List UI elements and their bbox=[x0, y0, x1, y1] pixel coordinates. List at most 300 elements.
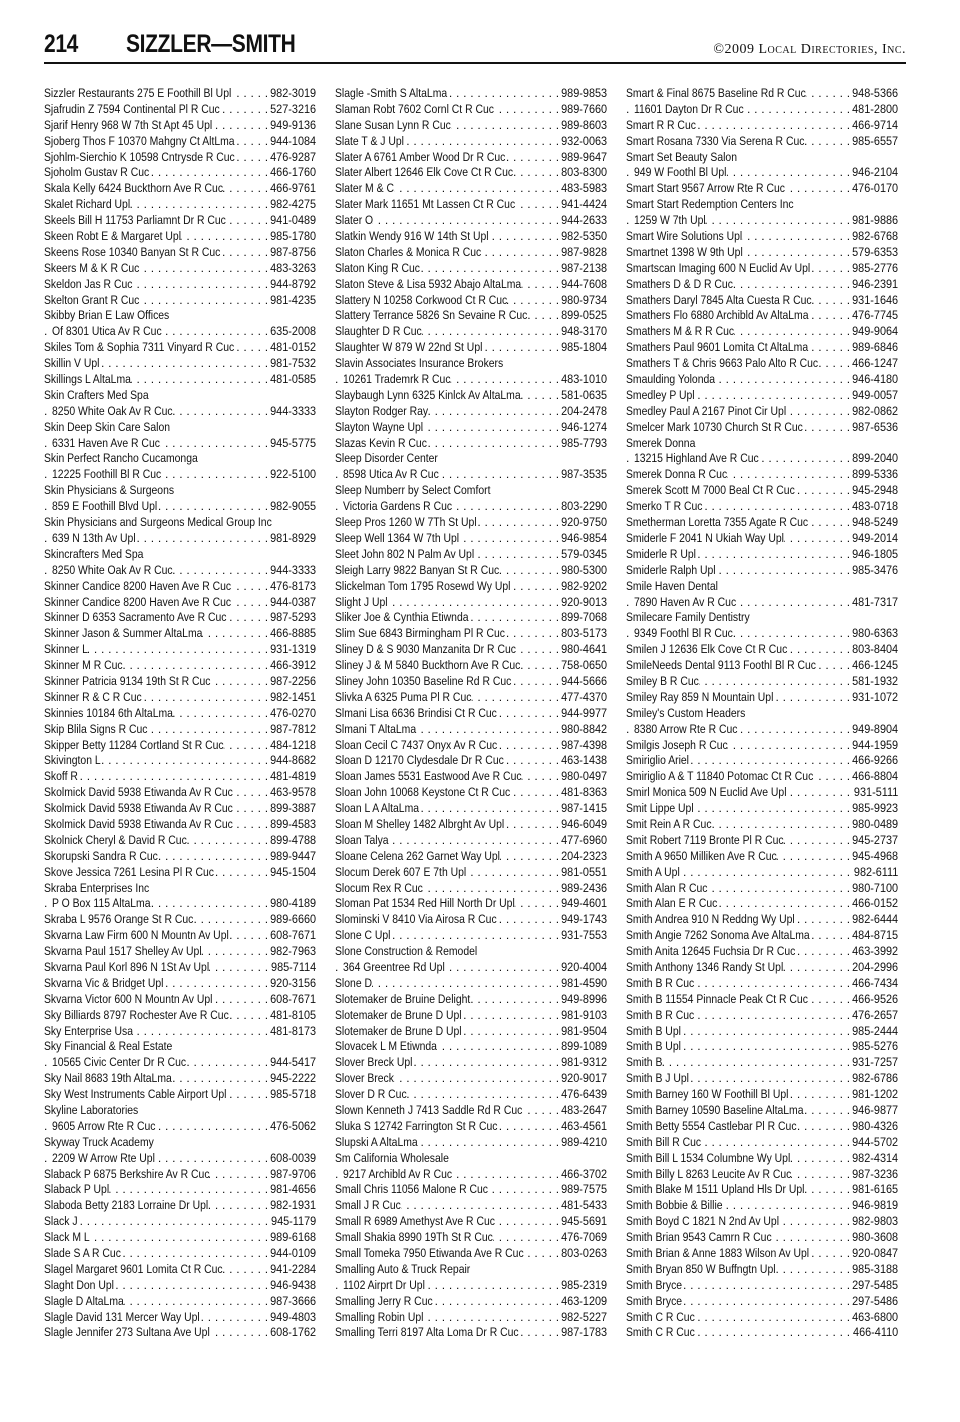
listing-name: Sky West Instruments Cable Airport Upl bbox=[44, 1087, 227, 1102]
listing-name: Skin Physicians & Surgeons bbox=[44, 483, 175, 498]
listing-entry bbox=[335, 340, 607, 356]
listing-entry bbox=[626, 865, 898, 881]
listing-phone: 481-7317 bbox=[849, 595, 898, 611]
listing-name: Slaton Charles & Monica R Cuc bbox=[335, 244, 482, 259]
listing-phone: 982-1931 bbox=[267, 1198, 316, 1214]
listing-heading bbox=[44, 451, 316, 467]
listing-entry bbox=[335, 1119, 607, 1135]
listing-name: Smiriglio A & T 11840 Potomac Ct R Cuc bbox=[626, 769, 814, 784]
listing-phone: 989-7575 bbox=[558, 1182, 607, 1198]
listing-entry bbox=[626, 547, 898, 563]
listing-name: Smith Brian 9543 Camrn R Cuc bbox=[626, 1230, 772, 1245]
listing-phone: 987-3236 bbox=[849, 1167, 898, 1183]
listing-entry bbox=[335, 515, 607, 531]
listing-name: Sky Enterprise Usa bbox=[44, 1023, 134, 1038]
listing-entry bbox=[44, 102, 316, 118]
listing-entry bbox=[626, 912, 898, 928]
listing-entry bbox=[626, 769, 898, 785]
listing-phone: 579-6353 bbox=[849, 245, 898, 261]
listing-phone: 987-2138 bbox=[558, 261, 607, 277]
listing-heading bbox=[44, 1103, 316, 1119]
listing-name: Slate T & J Upl bbox=[335, 133, 404, 148]
listing-name: Sliney John 10350 Baseline Rd R Cuc bbox=[335, 673, 512, 688]
listing-name: Slone Construction & Remodel bbox=[335, 944, 478, 959]
listing-entry bbox=[335, 928, 607, 944]
listing-phone: 985-6557 bbox=[849, 134, 898, 150]
listing-name: Smith C R Cuc bbox=[626, 1309, 695, 1324]
listing-entry bbox=[335, 1230, 607, 1246]
listing-heading bbox=[44, 547, 316, 563]
listing-phone: 985-2444 bbox=[849, 1024, 898, 1040]
listing-name: Smiriglio Ariel bbox=[626, 753, 690, 768]
listing-phone: 989-4210 bbox=[558, 1135, 607, 1151]
listing-entry bbox=[44, 261, 316, 277]
listing-entry bbox=[44, 769, 316, 785]
listing-column-3 bbox=[626, 86, 898, 1341]
listing-name: Sleet John 802 N Palm Av Upl bbox=[335, 546, 475, 561]
listing-name: Smith B J Upl bbox=[626, 1071, 690, 1086]
listing-name: Slater Albert 12646 Elk Cove Ct R Cuc bbox=[335, 165, 514, 180]
listing-name: Skinner Jason & Summer AltaLma bbox=[44, 626, 203, 641]
listing-entry bbox=[335, 134, 607, 150]
listing-name: Sjohlm-Sierchio K 10598 Cntrysde R Cuc bbox=[44, 149, 235, 164]
listing-phone: 466-1760 bbox=[267, 165, 316, 181]
listing-name: Smetherman Loretta 7355 Agate R Cuc bbox=[626, 515, 809, 530]
listing-phone: 483-2647 bbox=[558, 1103, 607, 1119]
listing-entry bbox=[626, 881, 898, 897]
page-number: 214 bbox=[44, 30, 79, 58]
listing-name: Skinner R & C R Cuc bbox=[44, 689, 142, 704]
listing-name: Sleigh Larry 9822 Banyan St R Cuc bbox=[335, 562, 500, 577]
listing-name: Smerek Donna R Cuc bbox=[626, 467, 728, 482]
listing-name: Sjoholm Gustav R Cuc bbox=[44, 165, 150, 180]
listing-entry bbox=[335, 213, 607, 229]
listing-phone: 987-3535 bbox=[558, 467, 607, 483]
listing-name: Smart Start Redemption Centers Inc bbox=[626, 197, 794, 212]
listing-name: Smilen J 12636 Elk Cove Ct R Cuc bbox=[626, 642, 788, 657]
listing-entry bbox=[44, 658, 316, 674]
listing-name: Skinner Patricia 9134 19th St R Cuc bbox=[44, 673, 211, 688]
listing-phone: 982-9803 bbox=[849, 1214, 898, 1230]
listing-phone: 920-9013 bbox=[558, 595, 607, 611]
listing-phone: 949-8996 bbox=[558, 992, 607, 1008]
listing-phone: 463-6800 bbox=[849, 1310, 898, 1326]
listing-phone: 476-7745 bbox=[849, 308, 898, 324]
listing-phone: 941-2284 bbox=[267, 1262, 316, 1278]
listing-phone: 981-0551 bbox=[558, 865, 607, 881]
listing-name: Slocum Rex R Cuc bbox=[335, 880, 423, 895]
listing-name: Sky Nail 8683 19th AltaLma bbox=[44, 1071, 172, 1086]
listing-phone: 803-8404 bbox=[849, 642, 898, 658]
listing-entry bbox=[335, 499, 607, 515]
listing-entry bbox=[44, 134, 316, 150]
listing-name: Slayton Wayne Upl bbox=[335, 419, 424, 434]
listing-phone: 931-7257 bbox=[849, 1055, 898, 1071]
listing-entry bbox=[44, 1151, 316, 1167]
listing-phone: 944-9977 bbox=[558, 706, 607, 722]
listing-phone: 463-3992 bbox=[849, 944, 898, 960]
listing-heading bbox=[335, 1262, 607, 1278]
listing-phone: 481-8105 bbox=[267, 1008, 316, 1024]
listing-entry bbox=[335, 547, 607, 563]
listing-phone: 987-1415 bbox=[558, 801, 607, 817]
listing-phone: 949-2014 bbox=[849, 531, 898, 547]
listing-phone: 944-8682 bbox=[267, 753, 316, 769]
listing-phone: 899-3887 bbox=[267, 801, 316, 817]
listing-name: Skinner Candice 8200 Haven Ave R Cuc bbox=[44, 594, 232, 609]
listing-name: Smith Anthony 1346 Randy St Upl bbox=[626, 959, 784, 974]
listing-phone: 987-9828 bbox=[558, 245, 607, 261]
listing-phone: 948-5249 bbox=[849, 515, 898, 531]
listing-phone: 946-6049 bbox=[558, 817, 607, 833]
listing-entry bbox=[626, 483, 898, 499]
listing-entry bbox=[335, 1008, 607, 1024]
listing-phone: 931-1072 bbox=[849, 690, 898, 706]
listing-phone: 476-2657 bbox=[849, 1008, 898, 1024]
listing-entry bbox=[44, 245, 316, 261]
listing-name: Smith Betty 5554 Castlebar Pl R Cuc bbox=[626, 1118, 797, 1133]
listing-name: P O Box 115 AltaLma bbox=[52, 896, 151, 911]
listing-name: Skip Blila Signs R Cuc bbox=[44, 721, 148, 736]
listing-entry bbox=[626, 753, 898, 769]
listing-phone: 944-8792 bbox=[267, 277, 316, 293]
listing-phone: 980-3608 bbox=[849, 1230, 898, 1246]
listing-phone: 946-4180 bbox=[849, 372, 898, 388]
listing-name: Smilecare Family Dentistry bbox=[626, 610, 750, 625]
listing-name: Smiderle R Upl bbox=[626, 546, 696, 561]
listing-name: Skiles Tom & Sophia 7311 Vinyard R Cuc bbox=[44, 340, 235, 355]
listing-name: Smartscan Imaging 600 N Euclid Av Upl bbox=[626, 260, 811, 275]
listing-heading bbox=[44, 515, 316, 531]
listing-entry bbox=[626, 1151, 898, 1167]
listing-entry bbox=[335, 308, 607, 324]
listing-name: Skeens Rose 10340 Banyan St R Cuc bbox=[44, 244, 221, 259]
listing-phone: 982-0862 bbox=[849, 404, 898, 420]
listing-phone: 981-4656 bbox=[267, 1182, 316, 1198]
listing-phone: 466-7434 bbox=[849, 976, 898, 992]
listing-name: Slight J Upl bbox=[335, 594, 388, 609]
listing-phone: 899-0525 bbox=[558, 308, 607, 324]
listing-phone: 481-4819 bbox=[267, 769, 316, 785]
listing-entry bbox=[44, 293, 316, 309]
listing-entry bbox=[335, 1310, 607, 1326]
listing-name: Smith Bobbie & Billie bbox=[626, 1198, 723, 1213]
listing-entry bbox=[626, 674, 898, 690]
listing-name: Smith C R Cuc bbox=[626, 1325, 695, 1340]
listing-entry bbox=[44, 849, 316, 865]
listing-entry bbox=[335, 150, 607, 166]
listing-entry bbox=[626, 531, 898, 547]
listing-entry bbox=[44, 928, 316, 944]
listing-phone: 989-2436 bbox=[558, 881, 607, 897]
listing-entry bbox=[44, 753, 316, 769]
listing-phone: 803-2290 bbox=[558, 499, 607, 515]
listing-phone: 945-2222 bbox=[267, 1071, 316, 1087]
listing-name: Slater O bbox=[335, 213, 374, 228]
listing-entry bbox=[335, 372, 607, 388]
listing-name: Sloane Celena 262 Garnet Way Upl bbox=[335, 848, 500, 863]
listing-heading bbox=[626, 610, 898, 626]
listing-name: Smith B bbox=[626, 1055, 663, 1070]
listing-phone: 579-0345 bbox=[558, 547, 607, 563]
listing-phone: 931-5111 bbox=[851, 785, 898, 801]
listing-entry bbox=[626, 1294, 898, 1310]
listing-phone: 466-3702 bbox=[558, 1167, 607, 1183]
listing-entry bbox=[626, 833, 898, 849]
listing-name: Slotemaker de Brune D Upl bbox=[335, 1007, 462, 1022]
listing-entry bbox=[335, 992, 607, 1008]
listing-heading bbox=[44, 881, 316, 897]
listing-phone: 581-0635 bbox=[558, 388, 607, 404]
listing-name: Smith B 11554 Pinnacle Peak Ct R Cuc bbox=[626, 991, 808, 1006]
listing-name: Skyline Laboratories bbox=[44, 1103, 139, 1117]
listing-phone: 204-2996 bbox=[849, 960, 898, 976]
listing-entry bbox=[44, 610, 316, 626]
listing-phone: 944-0109 bbox=[267, 1246, 316, 1262]
listing-entry bbox=[335, 86, 607, 102]
listing-phone: 931-7553 bbox=[558, 928, 607, 944]
listing-name: Sloan Talya bbox=[335, 832, 389, 847]
listing-entry bbox=[44, 976, 316, 992]
listing-entry bbox=[335, 324, 607, 340]
listing-name: Sleep Well 1364 W 7th Upl bbox=[335, 530, 460, 545]
listing-phone: 989-9447 bbox=[267, 849, 316, 865]
listing-entry bbox=[44, 579, 316, 595]
listing-name: Smith Anita 12645 Fuchsia Dr R Cuc bbox=[626, 944, 796, 959]
listing-name: 9349 Foothl Bl R Cuc bbox=[634, 626, 733, 641]
listing-entry bbox=[335, 436, 607, 452]
listing-name: Slavin Associates Insurance Brokers bbox=[335, 356, 504, 371]
listing-phone: 949-4601 bbox=[558, 896, 607, 912]
listing-heading bbox=[626, 150, 898, 166]
listing-name: 949 W Foothl Bl Upl bbox=[634, 165, 727, 180]
listing-entry bbox=[335, 1246, 607, 1262]
listing-phone: 483-3263 bbox=[267, 261, 316, 277]
listing-phone: 981-1202 bbox=[849, 1087, 898, 1103]
listing-phone: 899-1089 bbox=[558, 1039, 607, 1055]
listing-phone: 982-7963 bbox=[267, 944, 316, 960]
listing-name: Small Tomeka 7950 Etiwanda Ave R Cuc bbox=[335, 1246, 524, 1261]
listing-heading bbox=[335, 356, 607, 372]
listing-name: Sloan M Shelley 1482 Albrght Av Upl bbox=[335, 816, 505, 831]
listing-phone: 466-8804 bbox=[849, 769, 898, 785]
listing-name: Slaght Don Upl bbox=[44, 1277, 114, 1292]
listing-name: Smathers D & D R Cuc bbox=[626, 276, 733, 291]
listing-phone: 987-2256 bbox=[267, 674, 316, 690]
listing-phone: 946-9438 bbox=[267, 1278, 316, 1294]
listing-name: 6331 Haven Ave R Cuc bbox=[52, 435, 160, 450]
listing-name: Smilgis Joseph R Cuc bbox=[626, 737, 728, 752]
listing-phone: 481-5433 bbox=[558, 1198, 607, 1214]
listing-name: Slaman Robt 7602 Cornl Ct R Cuc bbox=[335, 101, 494, 116]
listing-name: Smiley B R Cuc bbox=[626, 673, 699, 688]
listing-phone: 803-5173 bbox=[558, 626, 607, 642]
listing-phone: 204-2323 bbox=[558, 849, 607, 865]
listing-entry bbox=[626, 118, 898, 134]
listing-name: Smith Alan R Cuc bbox=[626, 880, 708, 895]
listing-phone: 476-8173 bbox=[267, 579, 316, 595]
listing-phone: 945-5775 bbox=[267, 436, 316, 452]
listing-entry bbox=[626, 1055, 898, 1071]
listing-entry bbox=[626, 181, 898, 197]
listing-entry bbox=[626, 499, 898, 515]
listing-phone: 985-1804 bbox=[558, 340, 607, 356]
listing-phone: 803-0263 bbox=[558, 1246, 607, 1262]
listing-entry bbox=[335, 1135, 607, 1151]
listing-phone: 989-6846 bbox=[849, 340, 898, 356]
listing-phone: 945-5691 bbox=[558, 1214, 607, 1230]
listing-phone: 297-5485 bbox=[849, 1278, 898, 1294]
listing-entry bbox=[335, 881, 607, 897]
listing-name: Smart Start 9567 Arrow Rte R Cuc bbox=[626, 181, 785, 196]
listing-entry bbox=[335, 1071, 607, 1087]
listing-entry bbox=[626, 801, 898, 817]
listing-name: Skibby Brian E Law Offices bbox=[44, 308, 170, 323]
listing-entry bbox=[335, 1024, 607, 1040]
listing-name: Smart Set Beauty Salon bbox=[626, 149, 738, 164]
listing-phone: 987-7812 bbox=[267, 722, 316, 738]
listing-name: Smathers Flo 6880 Archibld Av AltaLma bbox=[626, 308, 809, 323]
listing-phone: 982-5227 bbox=[558, 1310, 607, 1326]
listing-entry bbox=[626, 1262, 898, 1278]
listing-entry bbox=[44, 960, 316, 976]
listing-phone: 985-5276 bbox=[849, 1039, 898, 1055]
listing-entry bbox=[335, 1182, 607, 1198]
listing-name: Slaton Steve & Lisa 5932 Abajo AltaLma bbox=[335, 276, 522, 291]
listing-name: Slover Breck bbox=[335, 1071, 394, 1086]
listing-phone: 466-9266 bbox=[849, 753, 898, 769]
listing-phone: 899-4788 bbox=[267, 833, 316, 849]
listing-entry bbox=[626, 817, 898, 833]
listing-name: Skala Kelly 6424 Buckthorn Ave R Cuc bbox=[44, 181, 224, 196]
listing-entry bbox=[626, 229, 898, 245]
listing-phone: 989-6660 bbox=[267, 912, 316, 928]
listing-name: Smalling Jerry R Cuc bbox=[335, 1293, 433, 1308]
listing-phone: 608-1762 bbox=[267, 1325, 316, 1341]
listing-phone: 899-2040 bbox=[849, 451, 898, 467]
listing-phone: 949-4803 bbox=[267, 1310, 316, 1326]
listing-phone: 946-9854 bbox=[558, 531, 607, 547]
listing-name: Slmani Lisa 6636 Brindisi Ct R Cuc bbox=[335, 705, 497, 720]
listing-name: 11601 Dayton Dr R Cuc bbox=[634, 101, 744, 116]
listing-phone: 476-0270 bbox=[267, 706, 316, 722]
listing-phone: 920-4004 bbox=[558, 960, 607, 976]
listing-entry bbox=[626, 658, 898, 674]
listing-entry bbox=[44, 181, 316, 197]
listing-heading bbox=[626, 197, 898, 213]
listing-heading bbox=[335, 944, 607, 960]
listing-name: Slazas Kevin R Cuc bbox=[335, 435, 427, 450]
listing-entry bbox=[335, 658, 607, 674]
listing-name: Small R 6989 Amethyst Ave R Cuc bbox=[335, 1214, 495, 1229]
listing-phone: 608-0039 bbox=[267, 1151, 316, 1167]
listing-name: Slotemaker de Brune D Upl bbox=[335, 1023, 462, 1038]
listing-phone: 980-0497 bbox=[558, 769, 607, 785]
listing-entry bbox=[335, 674, 607, 690]
listing-heading bbox=[626, 436, 898, 452]
listing-name: Smelcer Mark 10730 Church St R Cuc bbox=[626, 419, 803, 434]
listing-heading bbox=[44, 483, 316, 499]
listing-entry bbox=[44, 372, 316, 388]
listing-column-1 bbox=[44, 86, 316, 1341]
listing-entry bbox=[626, 1230, 898, 1246]
listing-name: Slack J bbox=[44, 1214, 78, 1229]
listing-phone: 635-2008 bbox=[267, 324, 316, 340]
listing-entry bbox=[626, 420, 898, 436]
listing-phone: 920-9750 bbox=[558, 515, 607, 531]
listing-phone: 481-0152 bbox=[267, 340, 316, 356]
listing-phone: 989-9647 bbox=[558, 150, 607, 166]
listing-phone: 466-1245 bbox=[849, 658, 898, 674]
page-header bbox=[44, 30, 906, 64]
listing-heading bbox=[44, 1135, 316, 1151]
listing-entry bbox=[626, 976, 898, 992]
listing-phone: 982-5350 bbox=[558, 229, 607, 245]
listing-entry bbox=[44, 1182, 316, 1198]
listing-phone: 985-3188 bbox=[849, 1262, 898, 1278]
listing-entry bbox=[626, 1310, 898, 1326]
listing-name: Smathers M & R R Cuc bbox=[626, 324, 735, 339]
listing-name: Slaback P Upl bbox=[44, 1182, 110, 1197]
listing-name: Smith Andrea 910 N Reddng Wy Upl bbox=[626, 912, 795, 927]
listing-phone: 982-6111 bbox=[851, 865, 898, 881]
listing-entry bbox=[44, 801, 316, 817]
listing-phone: 949-9136 bbox=[267, 118, 316, 134]
listing-name: Smith Angie 7262 Sonoma Ave AltaLma bbox=[626, 928, 810, 943]
listing-entry bbox=[44, 340, 316, 356]
listing-entry bbox=[626, 213, 898, 229]
listing-entry bbox=[335, 1167, 607, 1183]
listing-entry bbox=[44, 944, 316, 960]
listing-phone: 945-2737 bbox=[849, 833, 898, 849]
listing-entry bbox=[626, 372, 898, 388]
listing-phone: 982-6768 bbox=[849, 229, 898, 245]
listing-name: Smalling Auto & Truck Repair bbox=[335, 1261, 471, 1276]
listing-phone: 948-3170 bbox=[558, 324, 607, 340]
listing-phone: 980-7100 bbox=[849, 881, 898, 897]
listing-entry bbox=[626, 690, 898, 706]
listing-phone: 466-0152 bbox=[849, 896, 898, 912]
listing-name: Slone C Upl bbox=[335, 928, 391, 943]
listing-phone: 758-0650 bbox=[558, 658, 607, 674]
listing-phone: 981-7532 bbox=[267, 356, 316, 372]
listing-entry bbox=[44, 992, 316, 1008]
listing-heading bbox=[335, 451, 607, 467]
listing-entry bbox=[626, 340, 898, 356]
listing-name: Skvarna Law Firm 600 N Mountn Av Upl bbox=[44, 928, 229, 943]
listing-name: Slayton Rodger Ray bbox=[335, 403, 429, 418]
listing-phone: 483-0718 bbox=[849, 499, 898, 515]
listing-phone: 985-7114 bbox=[268, 960, 316, 976]
listing-phone: 477-6960 bbox=[558, 833, 607, 849]
listing-entry bbox=[44, 563, 316, 579]
listing-phone: 949-1743 bbox=[558, 912, 607, 928]
listing-entry bbox=[335, 896, 607, 912]
listing-entry bbox=[626, 992, 898, 1008]
listing-phone: 466-8885 bbox=[267, 626, 316, 642]
listing-name: Smedley P Upl bbox=[626, 387, 695, 402]
listing-name: Smathers T & Chris 9663 Palo Alto R Cuc bbox=[626, 356, 819, 371]
listing-entry bbox=[335, 1103, 607, 1119]
listing-name: Smith Billy L 8263 Leucite Av R Cuc bbox=[626, 1166, 792, 1181]
listing-entry bbox=[626, 404, 898, 420]
listing-name: Smith Barney 10590 Baseline AltaLma bbox=[626, 1103, 804, 1117]
listing-phone: 581-1932 bbox=[849, 674, 898, 690]
listing-name: Skeldon Jas R Cuc bbox=[44, 276, 133, 291]
listing-entry bbox=[335, 690, 607, 706]
listing-entry bbox=[626, 134, 898, 150]
listing-name: Smith A 9650 Milliken Ave R Cuc bbox=[626, 848, 777, 863]
